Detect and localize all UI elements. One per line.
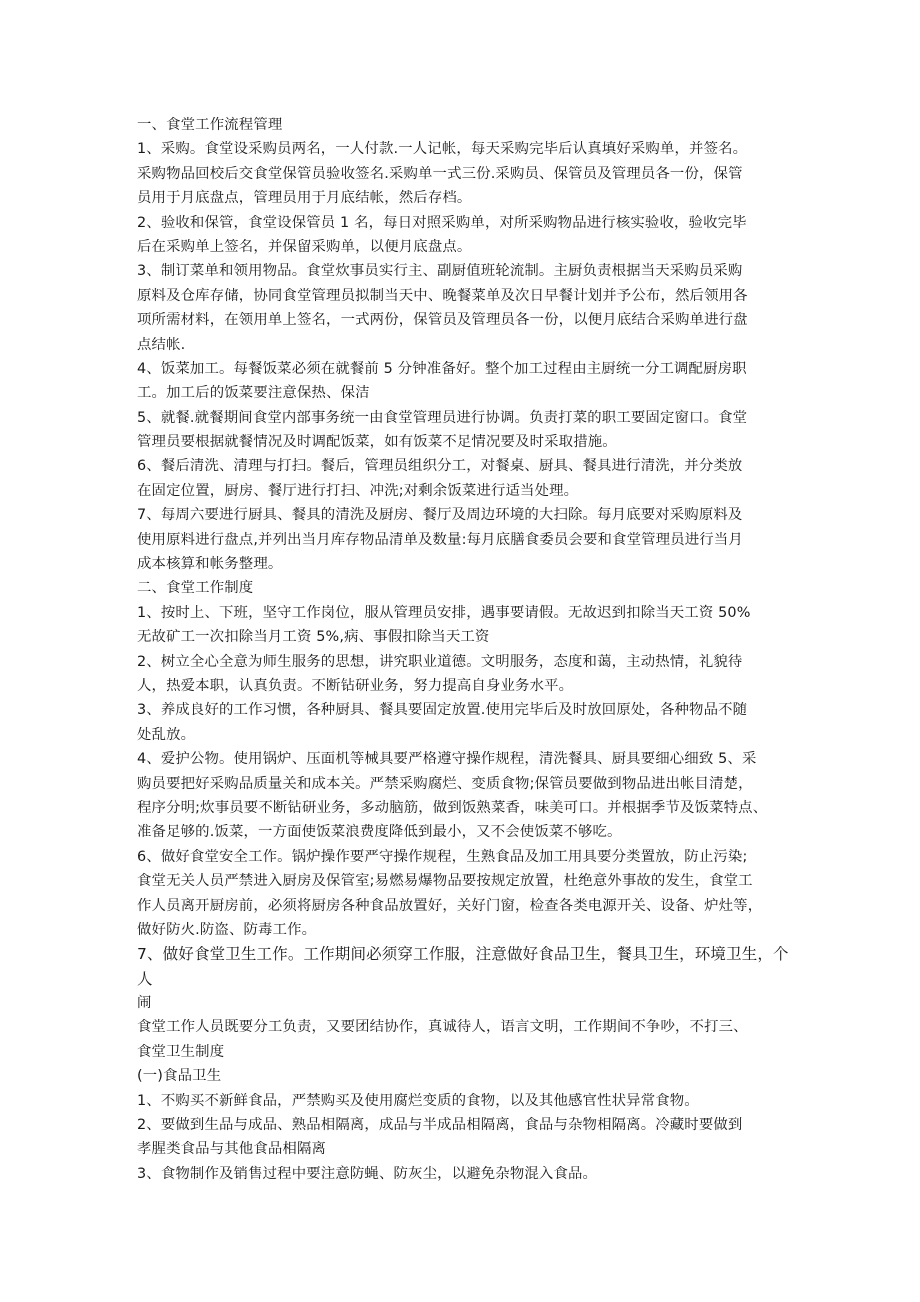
paragraph-line: 人，热爱本职，认真负责。不断钻研业务，努力提高自身业务水平。 (137, 677, 574, 694)
paragraph-line: 处乱放。 (137, 726, 196, 743)
paragraph-line: 原料及仓库存储，协同食堂管理员拟制当天中、晚餐菜单及次日早餐计划并予公布，然后领用各 (137, 287, 748, 304)
paragraph-line: 项所需材料，在领用单上签名，一式两份，保管员及管理员各一份，以便月底结合采购单进行盘 (137, 312, 748, 329)
paragraph-line: 孝腥类食品与其他食品相隔离 (137, 1141, 327, 1158)
section-heading-workflow: 一、食堂工作流程管理 (137, 117, 283, 133)
paragraph-line: 做好防火.防盗、防毒工作。 (137, 921, 317, 938)
paragraph-line: 食堂工作人员既要分工负责，又要团结协作，真诚待人，语言文明，工作期间不争吵，不打三、 (137, 1019, 748, 1036)
paragraph-line: 工。加工后的饭菜要注意保热、保洁 (137, 385, 370, 402)
section-heading-rules: 二、食堂工作制度 (137, 580, 254, 597)
paragraph-line: 7、做好食堂卫生工作。工作期间必须穿工作服，注意做好食品卫生，餐具卫生，环境卫生，个 (137, 945, 789, 964)
paragraph-line: 在固定位置，厨房、餐厅进行打扫、冲洗;对剩余饭菜进行适当处理。 (137, 482, 579, 499)
paragraph-line: 3、养成良好的工作习惯，各种厨具、餐具要固定放置.使用完毕后及时放回原处，各种物品不随 (137, 702, 748, 719)
paragraph-line: 4、饭菜加工。每餐饭菜必须在就餐前 5 分钟准备好。整个加工过程由主厨统一分工调配厨房职 (137, 360, 747, 377)
paragraph-line: 人 (137, 969, 153, 988)
section-heading-hygiene: 食堂卫生制度 (137, 1043, 225, 1060)
paragraph-line: 成本核算和帐务整理。 (137, 556, 283, 573)
paragraph-line: 员用于月底盘点，管理员用于月底结帐，然后存档。 (137, 190, 472, 207)
paragraph-line: 程序分明;炊事员要不断钻研业务，多动脑筋，做到饭熟菜香，味美可口。并根据季节及饭菜特点、 (137, 799, 768, 816)
paragraph-line: 使用原料进行盘点,并列出当月库存物品清单及数量:每月底膳食委员会要和食堂管理员进行当月 (137, 531, 743, 548)
subsection-heading-food-hygiene: (一)食品卫生 (137, 1068, 222, 1085)
paragraph-line: 2、要做到生品与成品、熟品相隔离，成品与半成品相隔离，食品与杂物相隔离。冷藏时要做到 (137, 1117, 743, 1134)
paragraph-line: 无故矿工一次扣除当月工资 5%,病、事假扣除当天工资 (137, 629, 490, 646)
paragraph-line: 3、食物制作及销售过程中要注意防蝇、防灰尘，以避免杂物混入食品。 (137, 1165, 598, 1182)
paragraph-line: 食堂无关人员严禁进入厨房及保管室;易燃易爆物品要按规定放置，杜绝意外事故的发生，食堂工 (137, 873, 753, 890)
paragraph-line: 1、按时上、下班，坚守工作岗位，服从管理员安排，遇事要请假。无故迟到扣除当天工资 50% (137, 604, 751, 621)
paragraph-line: 6、做好食堂安全工作。锅炉操作要严守操作规程，生熟食品及加工用具要分类置放，防止污染; (137, 848, 748, 865)
paragraph-line: 作人员离开厨房前，必须将厨房各种食品放置好，关好门窗，检查各类电源开关、设备、炉灶等， (137, 897, 763, 914)
paragraph-line: 4、爱护公物。使用锅炉、压面机等械具要严格遵守操作规程，清洗餐具、厨具要细心细致 5、采 (137, 751, 757, 768)
paragraph-line: 准备足够的.饭菜，一方面使饭菜浪费度降低到最小，又不会使饭菜不够吃。 (137, 824, 622, 841)
paragraph-line: 5、就餐.就餐期间食堂内部事务统一由食堂管理员进行协调。负责打菜的职工要固定窗口。食堂 (137, 409, 748, 426)
paragraph-line: 7、每周六要进行厨具、餐具的清洗及厨房、餐厅及周边环境的大扫除。每月底要对采购原料及 (137, 507, 743, 524)
paragraph-line: 采购物品回校后交食堂保管员验收签名.采购单一式三份.采购员、保管员及管理员各一份，保管 (137, 165, 743, 182)
paragraph-line: 2、树立全心全意为师生服务的思想，讲究职业道德。文明服务，态度和蔼，主动热情，礼貌待 (137, 653, 743, 670)
paragraph-line: 闹 (137, 995, 152, 1012)
paragraph-line: 1、采购。食堂设采购员两名，一人付款.一人记帐，每天采购完毕后认真填好采购单，并签名。 (137, 141, 748, 158)
paragraph-line: 3、制订菜单和领用物品。食堂炊事员实行主、副厨值班轮流制。主厨负责根据当天采购员采购 (137, 263, 743, 280)
paragraph-line: 后在采购单上签名，并保留采购单，以便月底盘点。 (137, 238, 472, 255)
paragraph-line: 点结帐. (137, 336, 186, 353)
paragraph-line: 6、餐后清洗、清理与打扫。餐后，管理员组织分工，对餐桌、厨具、餐具进行清洗，并分类放 (137, 458, 743, 475)
document-body (137, 113, 797, 1186)
paragraph-line: 购员要把好采购品质量关和成本关。严禁采购腐烂、变质食物;保管员要做到物品进出帐目清楚， (137, 775, 753, 792)
paragraph-line: 管理员要根据就餐情况及时调配饭菜，如有饭菜不足情况要及时采取措施。 (137, 434, 617, 451)
paragraph-line: 2、验收和保管，食堂设保管员 1 名，每日对照采购单，对所采购物品进行核实验收，验收完毕 (137, 214, 747, 231)
paragraph-line: 1、不购买不新鲜食品，严禁购买及使用腐烂变质的食物，以及其他感官性状异常食物。 (137, 1092, 699, 1109)
